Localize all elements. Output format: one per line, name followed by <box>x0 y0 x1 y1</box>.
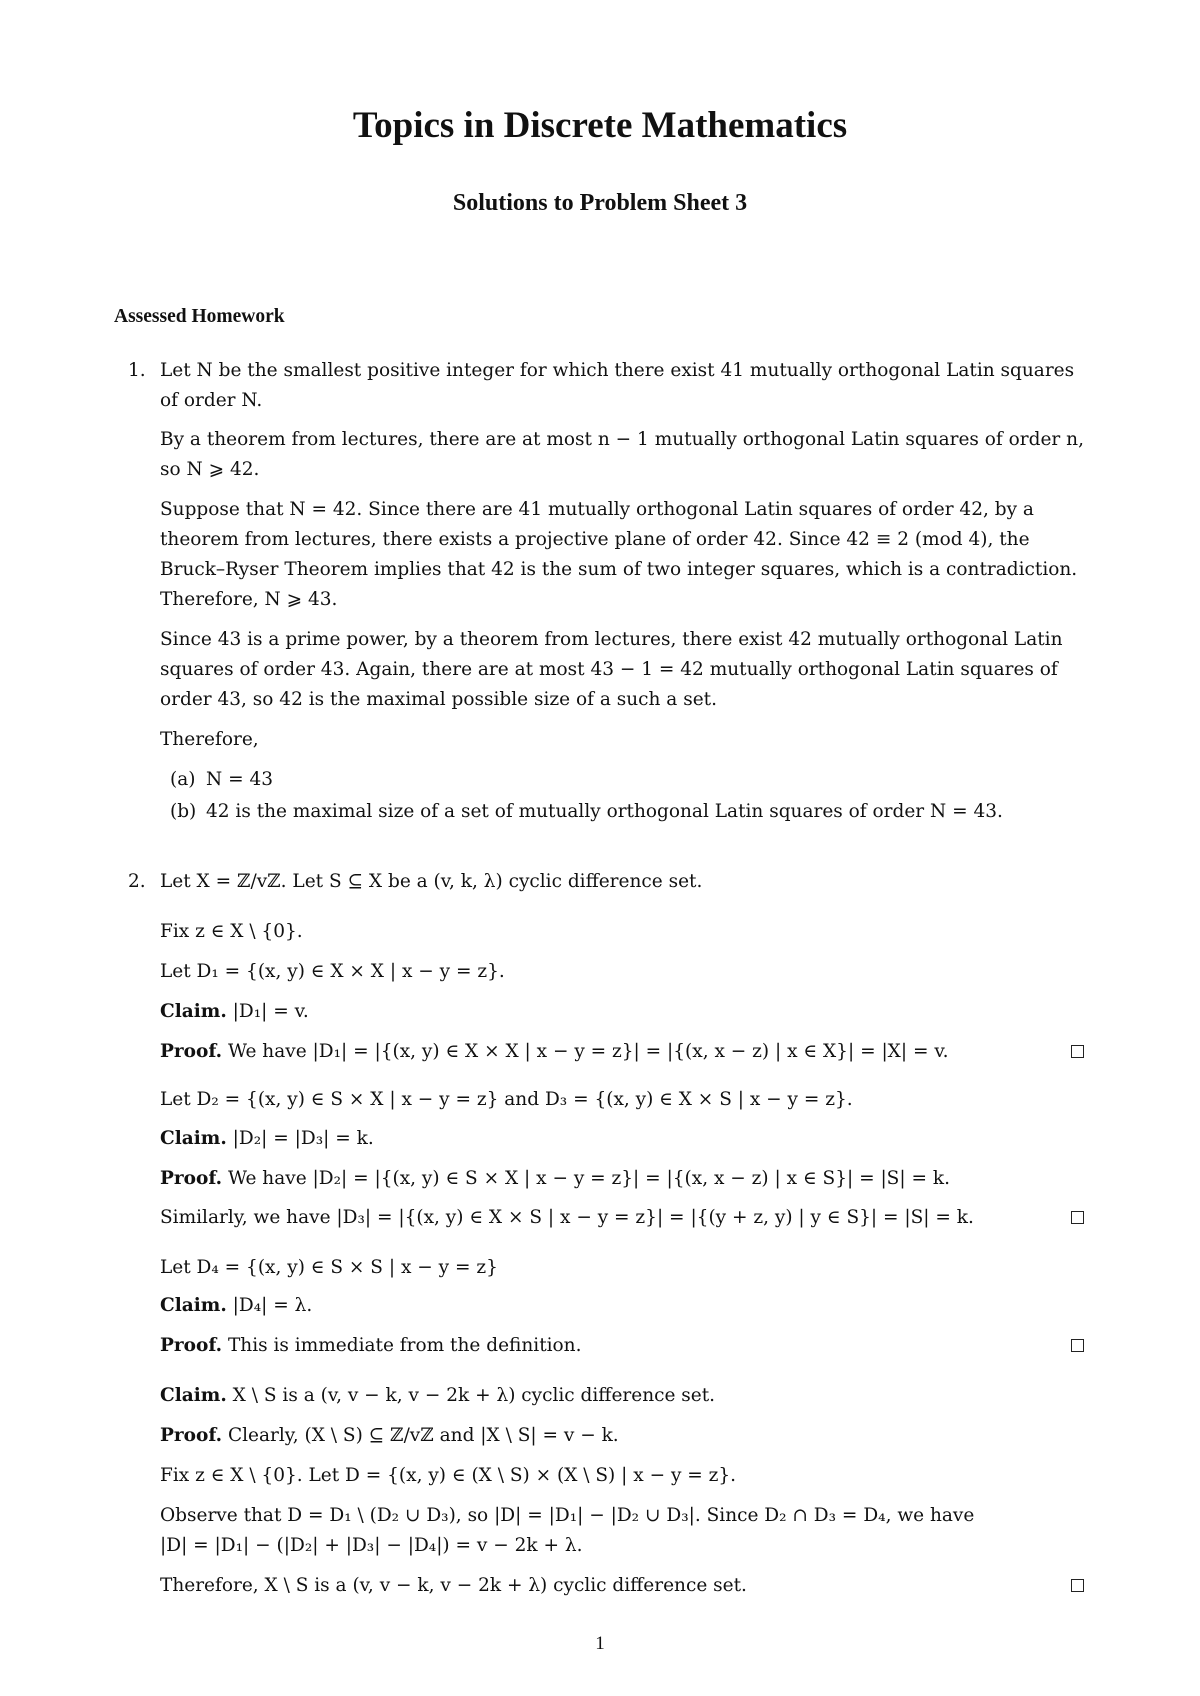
paragraph-line: Suppose that N = 42. Since there are 41 mutually orthogonal Latin squares of order 42, by a <box>160 499 1034 520</box>
claim-line: Claim. X \ S is a (v, v − k, v − 2k + λ) cyclic difference set. <box>160 1385 716 1406</box>
paragraph-line: Fix z ∈ X \ {0}. <box>160 921 303 942</box>
page-number: 1 <box>595 1633 605 1654</box>
list-label: (b) <box>170 801 197 822</box>
proof-line: Proof. We have |D₂| = |{(x, y) ∈ S × X | x − y = z}| = |{(x, x − z) | x ∈ S}| = |S| = k. <box>160 1168 950 1189</box>
paragraph-line: Let D₂ = {(x, y) ∈ S × X | x − y = z} and D₃ = {(x, y) ∈ X × S | x − y = z}. <box>160 1089 853 1110</box>
paragraph-line: Observe that D = D₁ \ (D₂ ∪ D₃), so |D| = |D₁| − |D₂ ∪ D₃|. Since D₂ ∩ D₃ = D₄, we have <box>160 1505 975 1526</box>
claim-line: Claim. |D₂| = |D₃| = k. <box>160 1128 374 1149</box>
paragraph-line: so N ⩾ 42. <box>160 459 260 480</box>
qed-square-icon <box>1071 1045 1084 1058</box>
problem-2-number: 2. <box>128 871 146 892</box>
proof-line: Proof. We have |D₁| = |{(x, y) ∈ X × X | x − y = z}| = |{(x, x − z) | x ∈ X}| = |X| = v. <box>160 1041 949 1062</box>
paragraph-line: Therefore, X \ S is a (v, v − k, v − 2k + λ) cyclic difference set. <box>160 1575 747 1596</box>
paragraph-line: squares of order 43. Again, there are at most 43 − 1 = 42 mutually orthogonal Latin squares of <box>160 659 1058 680</box>
paragraph-line: Since 43 is a prime power, by a theorem from lectures, there exist 42 mutually orthogonal Latin <box>160 629 1063 650</box>
paragraph-line: Therefore, N ⩾ 43. <box>160 589 338 610</box>
paragraph-line: By a theorem from lectures, there are at most n − 1 mutually orthogonal Latin squares of order n, <box>160 429 1084 450</box>
document-title: Topics in Discrete Mathematics <box>352 105 848 146</box>
paragraph-line: Let D₄ = {(x, y) ∈ S × S | x − y = z} <box>160 1257 498 1278</box>
qed-square-icon <box>1071 1211 1084 1224</box>
paragraph-line: Fix z ∈ X \ {0}. Let D = {(x, y) ∈ (X \ S) × (X \ S) | x − y = z}. <box>160 1465 737 1486</box>
paragraph-line: Let N be the smallest positive integer for which there exist 41 mutually orthogonal Latin squares <box>160 360 1075 381</box>
qed-square-icon <box>1071 1579 1084 1592</box>
paragraph-line: Let X = ℤ/vℤ. Let S ⊆ X be a (v, k, λ) cyclic difference set. <box>160 871 703 892</box>
document-subtitle: Solutions to Problem Sheet 3 <box>452 190 748 216</box>
proof-line: Proof. Clearly, (X \ S) ⊆ ℤ/vℤ and |X \ S| = v − k. <box>160 1425 619 1446</box>
claim-line: Claim. |D₄| = λ. <box>160 1295 313 1316</box>
claim-line: Claim. |D₁| = v. <box>160 1001 309 1022</box>
section-heading: Assessed Homework <box>114 306 285 327</box>
list-item: 42 is the maximal size of a set of mutually orthogonal Latin squares of order N = 43. <box>206 801 1003 822</box>
paragraph-line: |D| = |D₁| − (|D₂| + |D₃| − |D₄|) = v − 2k + λ. <box>160 1535 583 1556</box>
qed-square-icon <box>1071 1339 1084 1352</box>
paragraph-line: Bruck–Ryser Theorem implies that 42 is the sum of two integer squares, which is a contradiction. <box>160 559 1078 580</box>
paragraph-line: order 43, so 42 is the maximal possible size of a such a set. <box>160 689 717 710</box>
paragraph-line: Similarly, we have |D₃| = |{(x, y) ∈ X × S | x − y = z}| = |{(y + z, y) | y ∈ S}| = |S| = k. <box>160 1207 974 1228</box>
problem-1-number: 1. <box>128 360 146 381</box>
paragraph-line: Let D₁ = {(x, y) ∈ X × X | x − y = z}. <box>160 961 505 982</box>
proof-line: Proof. This is immediate from the definition. <box>160 1335 582 1356</box>
list-label: (a) <box>170 769 196 790</box>
list-item: N = 43 <box>206 769 273 790</box>
paragraph-line: theorem from lectures, there exists a projective plane of order 42. Since 42 ≡ 2 (mod 4), the <box>160 529 1030 550</box>
paragraph-line: of order N. <box>160 390 263 411</box>
paragraph-line: Therefore, <box>160 729 259 750</box>
